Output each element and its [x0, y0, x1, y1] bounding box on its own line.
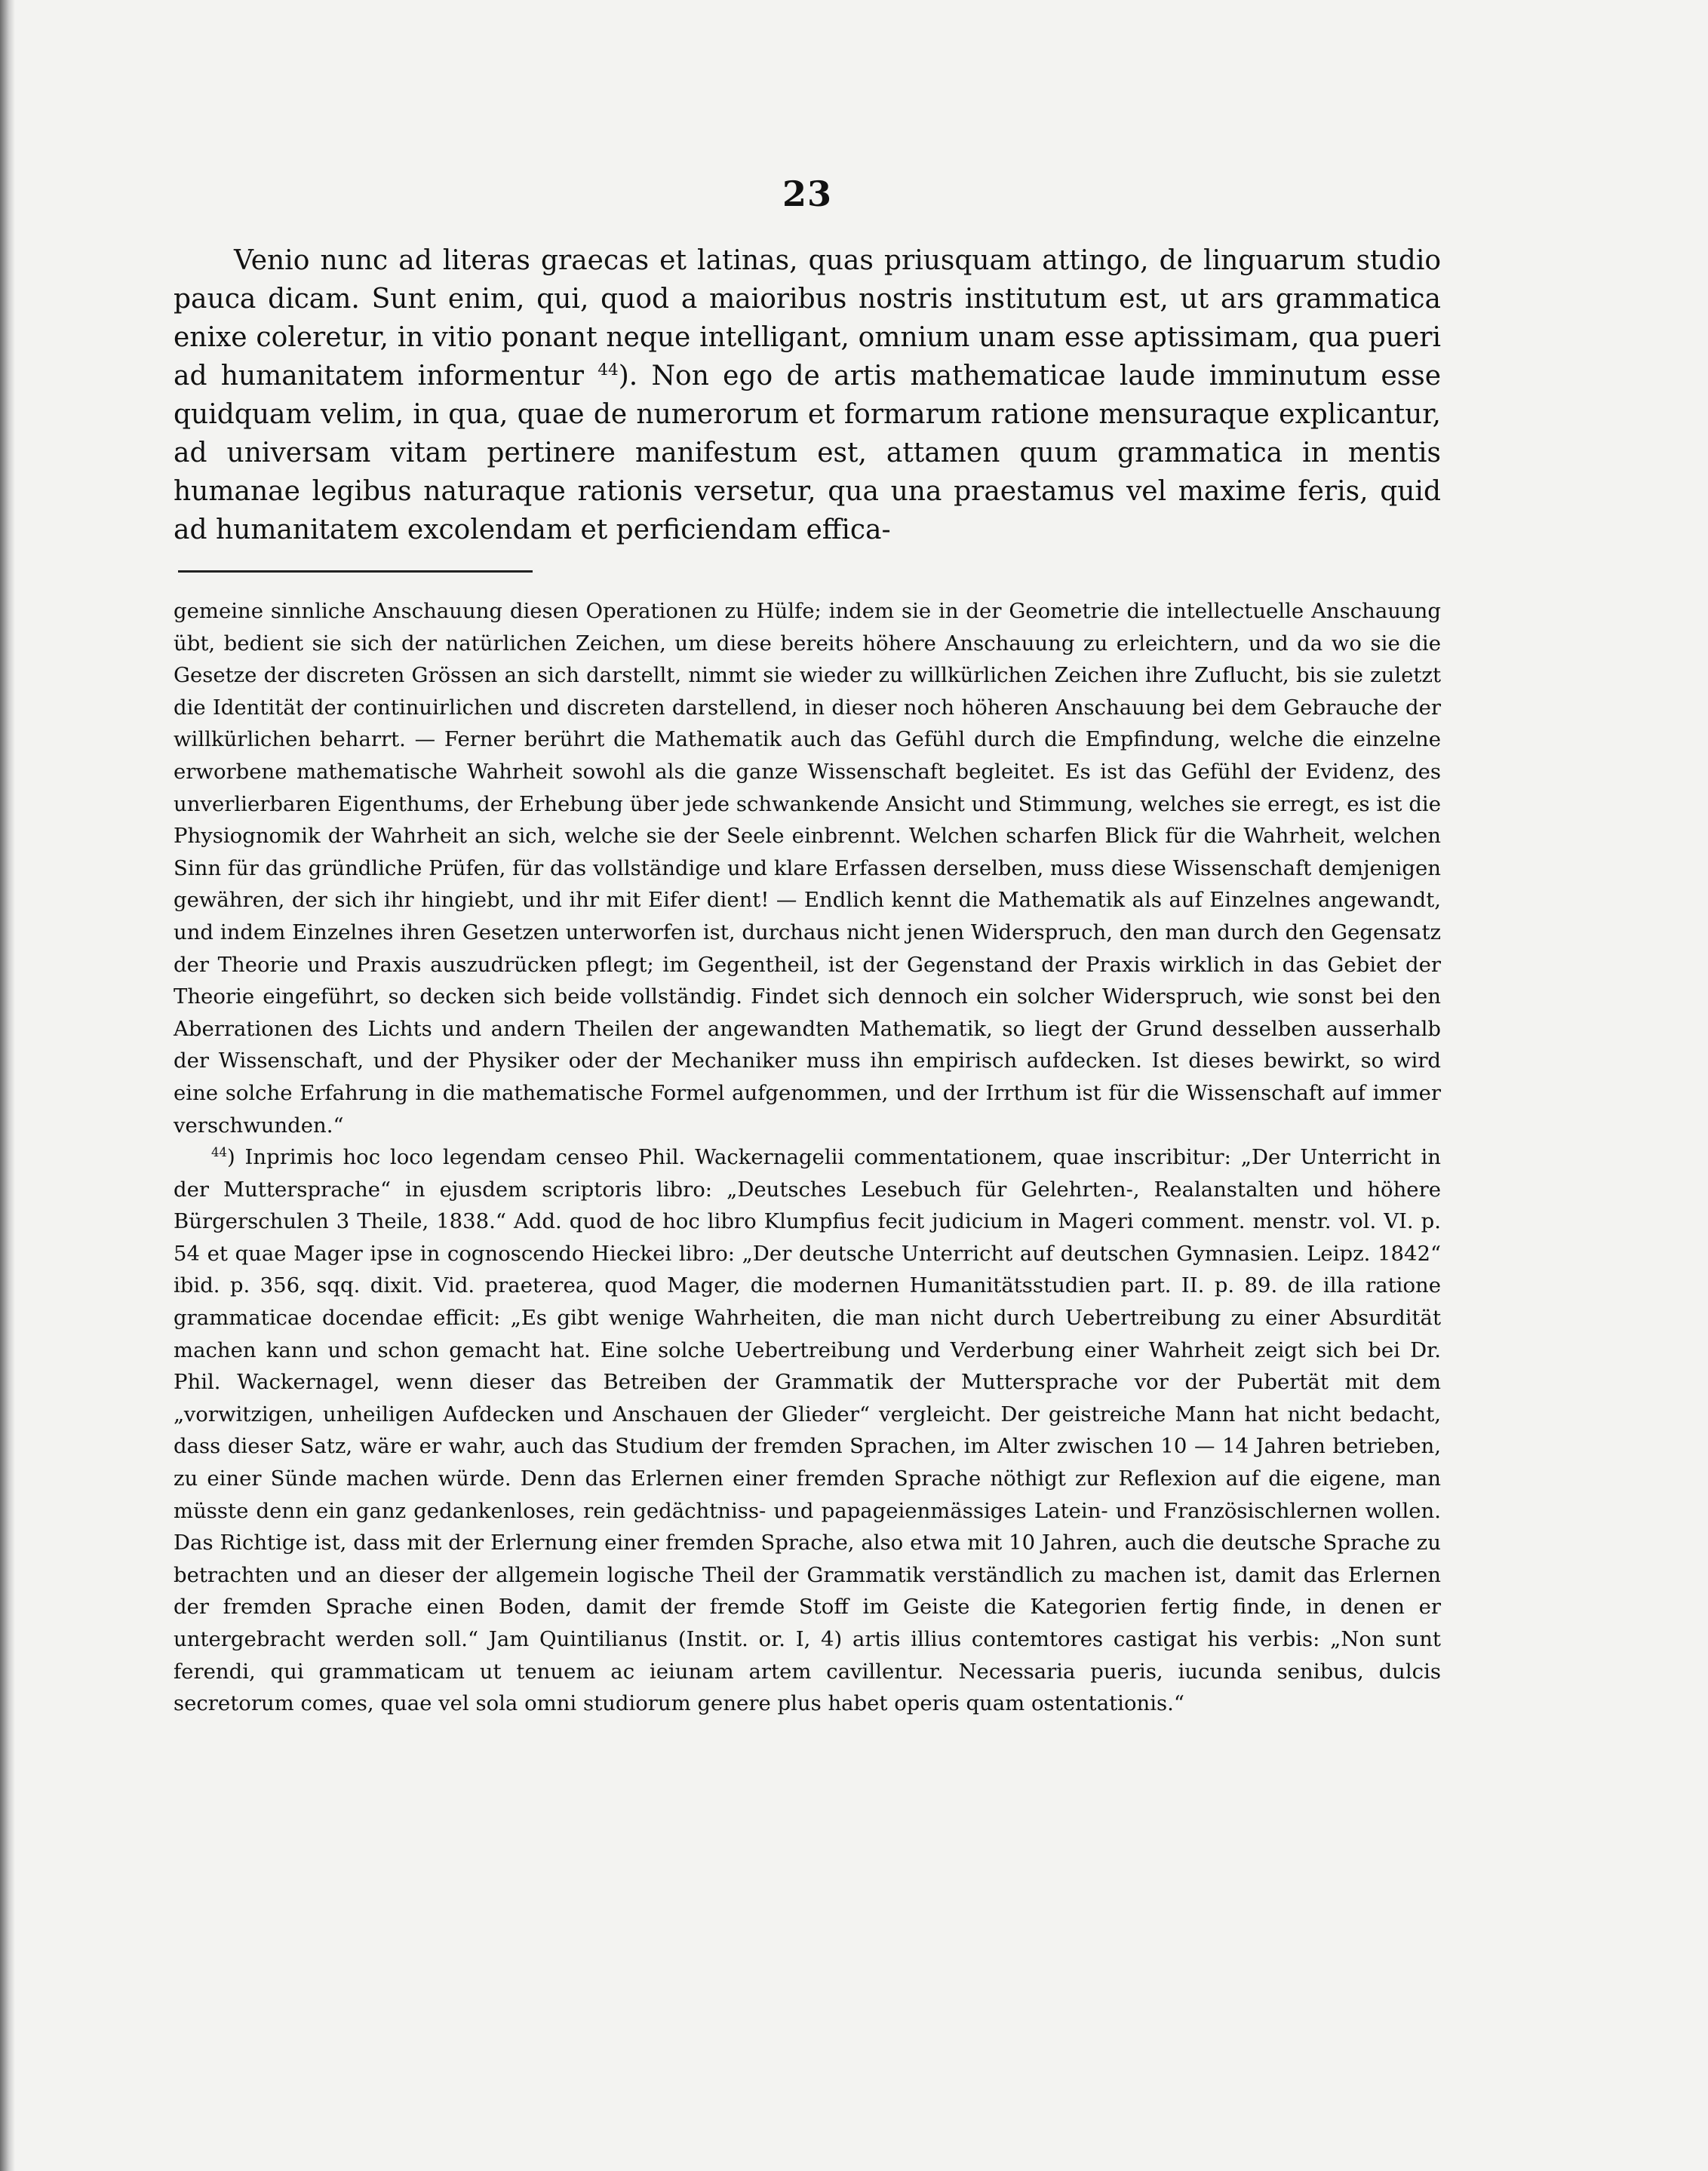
footnote-continuation: gemeine sinnliche Anschauung diesen Operationen zu Hülfe; indem sie in der Geometrie die intellectuelle Anschauung übt, bedient sie sich der natürlichen Zeichen, um diese bereits höhere Anschauung zu erleichtern, und da wo sie die Gesetze der discreten Grössen an sich darstellt, nimmt sie wieder zu willkürlichen Zeichen ihre Zuflucht, bis sie zuletzt die Identität der continuirlichen und discreten darstellend, in dieser noch höheren Anschauung bei dem Gebrauche der willkürlichen beharrt. — Ferner berührt die Mathematik auch das Gefühl durch die Empfindung, welche die einzelne erworbene mathematische Wahrheit sowohl als die ganze Wissenschaft begleitet. Es ist das Gefühl der Evidenz, des unverlierbaren Eigenthums, der Erhebung über jede schwankende Ansicht und Stimmung, welches sie erregt, es ist die Physiognomik der Wahrheit an sich, welche sie der Seele einbrennt. Welchen scharfen Blick für die Wahrheit, welchen Sinn für das gründliche Prüfen, für das vollständige und klare Erfassen derselben, muss diese Wissenschaft demjenigen gewähren, der sich ihr hingiebt, und ihr mit Eifer dient! — Endlich kennt die Mathematik als auf Einzelnes angewandt, und indem Einzelnes ihren Gesetzen unterworfen ist, durchaus nicht jenen Widerspruch, den man durch den Gegensatz der Theorie und Praxis auszudrücken pflegt; im Gegentheil, ist der Gegenstand der Praxis wirklich in das Gebiet der Theorie eingeführt, so decken sich beide vollständig. Findet sich dennoch ein solcher Widerspruch, wie sonst bei den Aberrationen des Lichts und andern Theilen der angewandten Mathematik, so liegt der Grund desselben ausserhalb der Wissenschaft, und der Physiker oder der Mechaniker muss ihn empirisch aufdecken. Ist dieses bewirkt, so wird eine solche Erfahrung in die mathematische Formel aufgenommen, und der Irrthum ist für die Wissenschaft auf immer verschwunden.“: [174, 599, 1441, 1138]
main-paragraph-text: Venio nunc ad literas graecas et latinas, quas priusquam attingo, de linguarum studio pauca dicam. Sunt enim, qui, quod a maioribus nostris institutum est, ut ars grammatica enixe coleretur, in vitio ponant neque intelligant, omnium unam esse aptissimam, qua pueri ad humanitatem informentur: [174, 245, 1441, 392]
footnote-separator-rule: [178, 570, 533, 573]
footnote-44-text: ) Inprimis hoc loco legendam censeo Phil. Wackernagelii commentationem, quae inscribitur: „Der Unterricht in der Muttersprache“ in ejusdem scriptoris libro: „Deutsches Lesebuch für Gelehrten-, Realanstalten und höhere Bürgerschulen 3 Theile, 1838.“ Add. quod de hoc libro Klumpfius fecit judicium in Mageri comment. menstr. vol. VI. p. 54 et quae Mager ipse in cognoscendo Hieckei libro: „Der deutsche Unterricht auf deutschen Gymnasien. Leipz. 1842“ ibid. p. 356, sqq. dixit. Vid. praeterea, quod Mager, die modernen Humanitätsstudien part. II. p. 89. de illa ratione grammaticae docendae efficit: „Es gibt wenige Wahrheiten, die man nicht durch Uebertreibung zu einer Absurdität machen kann und schon gemacht hat. Eine solche Uebertreibung und Verderbung einer Wahrheit zeigt sich bei Dr. Phil. Wackernagel, wenn dieser das Betreiben der Grammatik der Muttersprache vor der Pubertät mit dem „vorwitzigen, unheiligen Aufdecken und Anschauen der Glieder“ vergleicht. Der geistreiche Mann hat nicht bedacht, dass dieser Satz, wäre er wahr, auch das Studium der fremden Sprachen, im Alter zwischen 10 — 14 Jahren betrieben, zu einer Sünde machen würde. Denn das Erlernen einer fremden Sprache nöthigt zur Reflexion auf die eigene, man müsste denn ein ganz gedankenloses, rein gedächtniss- und papageienmässiges Latein- und Französischlernen wollen. Das Richtige ist, dass mit der Erlernung einer fremden Sprache, also etwa mit 10 Jahren, auch die deutsche Sprache zu betrachten und an dieser der allgemein logische Theil der Grammatik verständlich zu machen ist, damit das Erlernen der fremden Sprache einen Boden, damit der fremde Stoff im Geiste die Kategorien fertig finde, in denen er untergebracht werden soll.“ Jam Quintilianus (Instit. or. I, 4) artis illius contemtores castigat his verbis: „Non sunt ferendi, qui grammaticam ut tenuem ac ieiunam artem cavillentur. Necessaria pueris, iucunda senibus, dulcis secretorum comes, quae vel sola omni studiorum genere plus habet operis quam ostentationis.“: [174, 1145, 1441, 1716]
main-paragraph-block: [174, 241, 1441, 549]
page-number: 23: [782, 173, 832, 214]
main-paragraph: [174, 241, 1441, 549]
footnote-reference-44[interactable]: 44: [597, 361, 619, 379]
scan-shadow-edge: [0, 0, 15, 2171]
book-page: [174, 173, 1441, 1720]
main-paragraph-text-continued: ). Non ego de artis mathematicae laude imminutum esse quidquam velim, in qua, quae de numerorum et formarum ratione mensuraque explicantur, ad universam vitam pertinere manifestum est, attamen quum grammatica in mentis humanae legibus naturaque rationis versetur, qua una praestamus vel maxime feris, quid ad humanitatem excolendam et perficiendam effica-: [174, 361, 1441, 545]
footnote-44-marker: 44: [211, 1144, 227, 1159]
footnotes-block: [174, 595, 1441, 1720]
footnote-44: [174, 1141, 1441, 1720]
